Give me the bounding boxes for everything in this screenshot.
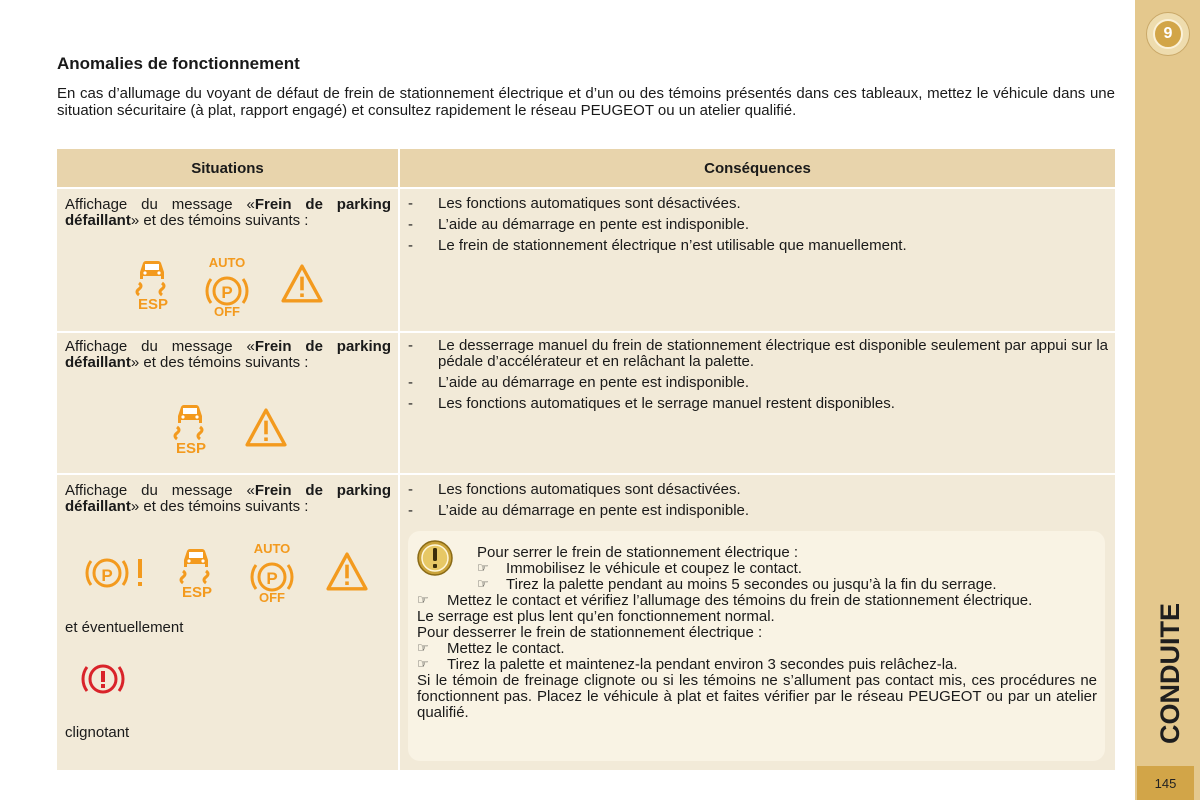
row-2-consequences <box>408 338 1108 417</box>
note-step-4: ☞ Mettez le contact. <box>417 641 1097 657</box>
svg-text:AUTO: AUTO <box>253 541 291 556</box>
auto-p-off-icon <box>201 255 253 317</box>
consequence-item: - Le frein de stationnement électrique n’est utilisable que manuellement. <box>408 238 1108 254</box>
esp-skid-icon <box>133 255 173 311</box>
chapter-title: CONDUITE <box>1155 603 1185 744</box>
header-consequences: Conséquences <box>400 149 1115 187</box>
warning-triangle-icon <box>243 407 289 449</box>
esp-skid-icon <box>171 399 211 455</box>
consequence-item: - Les fonctions automatiques sont désactivées. <box>408 482 1108 498</box>
note-step-1: ☞ Immobilisez le véhicule et coupez le contact. <box>417 561 1097 577</box>
esp-skid-icon <box>177 543 217 599</box>
svg-text:OFF: OFF <box>214 304 240 317</box>
note-line-2: Le serrage est plus lent qu’en fonctionnement normal. <box>417 608 775 625</box>
consequence-item: - L’aide au démarrage en pente est indisponible. <box>408 503 1108 519</box>
svg-text:OFF: OFF <box>259 590 285 603</box>
note-text <box>417 545 1097 721</box>
anomalies-table <box>57 149 1115 770</box>
note-line-1: Pour serrer le frein de stationnement électrique : <box>477 544 798 561</box>
procedure-note <box>408 531 1105 761</box>
row-3-situation-cell <box>57 475 398 770</box>
svg-text:P: P <box>101 566 113 585</box>
row-1-situation-text: Affichage du message «Frein de parking défaillant» et des témoins suivants : <box>65 196 391 229</box>
consequence-item: - L’aide au démarrage en pente est indisponible. <box>408 217 1108 233</box>
warning-triangle-icon <box>324 551 370 593</box>
svg-text:AUTO: AUTO <box>208 255 246 270</box>
consequence-item: - L’aide au démarrage en pente est indisponible. <box>408 375 1108 391</box>
row-2-situation-cell <box>57 333 398 473</box>
park-brake-fault-icon <box>85 553 149 593</box>
consequence-item: - Les fonctions automatiques et le serrage manuel restent disponibles. <box>408 396 1108 412</box>
svg-text:ESP: ESP <box>175 440 207 455</box>
row-3-consequences <box>408 482 1108 524</box>
header-situations: Situations <box>57 149 398 187</box>
svg-text:P: P <box>266 569 278 588</box>
svg-text:P: P <box>221 283 233 302</box>
note-line-4: Si le témoin de freinage clignote ou si les témoins ne s’allument pas contact mis, ces procédures ne fonctionnent pas. Placez le véhicule à plat et faites vérifier par le réseau PEUGEOT ou par un atelier qualifié. <box>417 672 1097 721</box>
row-3-extra-clignotant: clignotant <box>65 724 130 741</box>
row-1-situation-cell <box>57 189 398 331</box>
svg-text:ESP: ESP <box>137 296 169 311</box>
consequence-item: - Les fonctions automatiques sont désactivées. <box>408 196 1108 212</box>
chapter-title-wrap <box>1153 592 1189 744</box>
intro-paragraph: En cas d’allumage du voyant de défaut de frein de stationnement électrique et d’un ou des témoins présentés dans ces tableaux, mettez le véhicule dans une situation sécuritaire (à plat, rapport engagé) et consultez rapidement le réseau PEUGEOT ou un atelier qualifié. <box>57 85 1115 119</box>
chapter-badge <box>1146 12 1190 56</box>
svg-text:ESP: ESP <box>181 584 213 599</box>
row-3-situation-text: Affichage du message «Frein de parking défaillant» et des témoins suivants : <box>65 482 391 515</box>
row-1-consequences <box>408 196 1108 259</box>
note-step-5: ☞ Tirez la palette et maintenez-la pendant environ 3 secondes puis relâchez-la. <box>417 657 1097 673</box>
row-3-extra-eventuellement: et éventuellement <box>65 619 184 636</box>
warning-triangle-icon <box>279 263 325 305</box>
consequence-item: - Le desserrage manuel du frein de stationnement électrique est disponible seulement par appui sur la pédale d’accélérateur et en relâchant la palette. <box>408 338 1108 370</box>
note-step-2: ☞ Tirez la palette pendant au moins 5 secondes ou jusqu’à la fin du serrage. <box>417 577 1097 593</box>
brake-warning-icon <box>77 659 129 699</box>
auto-p-off-icon <box>246 541 298 603</box>
row-2-situation-text: Affichage du message «Frein de parking défaillant» et des témoins suivants : <box>65 338 391 371</box>
note-step-3: ☞ Mettez le contact et vérifiez l’allumage des témoins du frein de stationnement électrique. <box>417 593 1097 609</box>
note-line-3: Pour desserrer le frein de stationnement électrique : <box>417 624 763 641</box>
page-number: 145 <box>1137 766 1194 800</box>
chapter-number: 9 <box>1153 19 1183 49</box>
section-heading: Anomalies de fonctionnement <box>57 54 300 73</box>
